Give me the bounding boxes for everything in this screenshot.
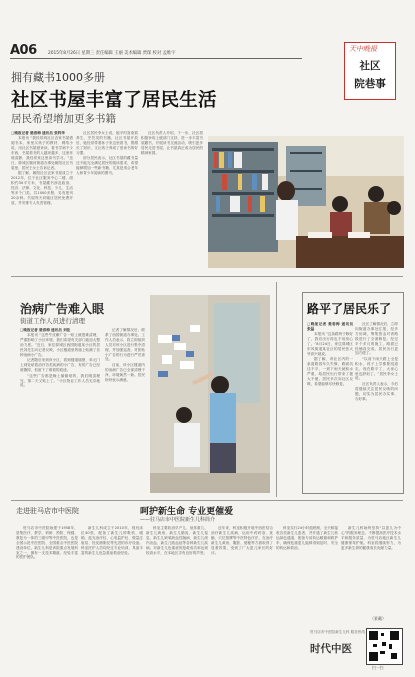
main-byline: □晚报记者 楚春梅 通讯员 张利华 xyxy=(11,131,65,135)
footer-brand: 时代中医 xyxy=(310,643,352,655)
main-kicker: 拥有藏书1000多册 xyxy=(11,71,105,84)
story-two-para-1: 本报讯 “这些牛皮癣广告一贴上就很难清理，严重影响了小区环境，我们希望有关部门能加大整治力度。”近日，家住驿城区西园街道某小区的居民刘先生向记者反映，小区楼道里的墙上贴满了各种治病小广告。 xyxy=(20,333,100,358)
story-two-para-3: “这些广告都是晚上偷偷贴的，我们刚清理完，第二天又贴上了。”小区物业工作人员无奈地说。 xyxy=(20,373,100,388)
story-three-title: 路平了居民乐了 xyxy=(307,302,392,316)
qr-label: 扫一扫 xyxy=(372,665,384,670)
brand-line-2: 院巷事 xyxy=(354,78,386,90)
section-brand-box xyxy=(344,42,396,100)
bottom-para-2: 新生儿科成立于2010年，现有床位40张，配备了新生儿呼吸机、暖箱、蓝光治疗仪、心电监护仪、微量注射泵、经皮测胆仪等先进的诊疗设备。科室医护人员均经过专业培训，具备丰富的新生儿危急重症救治经验。 xyxy=(81,526,143,555)
bottom-section-label: 走进驻马店市中医院 xyxy=(16,507,79,515)
bottom-col-2 xyxy=(81,526,143,666)
story-two-col-2 xyxy=(105,328,145,492)
story-two-subtitle: 街道工作人员进行清理 xyxy=(20,317,85,325)
story-two-byline: □晚报记者 楚春梅 通讯员 刘佳 xyxy=(20,328,71,332)
main-para-2: 据了解，朝阳社区农家书屋成立于2012年，位于社区服务中心二楼，面积约30平方米，书屋藏书涉及政治、经济、法律、文化、科技、少儿、生活等多个门类，共1000多册，另有报刊20余种。书屋每天向辖区居民免费开放，并安排专人负责管理。 xyxy=(11,171,73,205)
date-line: 2015年8月26日 星期三 责任编辑 王丽 美术编辑 贾琛 校对 孟维宇 xyxy=(48,51,176,56)
reading-room-photo xyxy=(208,136,404,268)
story-three-para-4: “以前下雨天路上全是积水，孩子上学都要绕道走，现在路平了，大家心里也舒坦了。”居民李女士说。 xyxy=(355,356,398,381)
story-two-para-2: 记者随后来到该小区，看到楼道墙壁、单元门上到处贴着治疗各类疾病的小广告，有的广告已经被撕掉，但留下了难看的痕迹。 xyxy=(20,358,100,373)
bottom-headline: 呵护新生命 专业更催爱 xyxy=(140,507,234,517)
main-col-1 xyxy=(11,131,73,262)
bottom-col-1 xyxy=(16,526,78,666)
bottom-sign-off: （景戴） xyxy=(370,616,386,621)
story-three-col-1 xyxy=(307,322,353,488)
section-divider-1 xyxy=(11,276,403,277)
main-subhead: 居民希望增加更多书籍 xyxy=(11,113,116,125)
bottom-col-4 xyxy=(211,526,273,666)
bottom-para-1: 驻马店市中医院始建于1958年，是集医疗、教学、科研、预防、保健、康复为一体的三级甲等中医医院，也是全国示范中医医院、全国重点中医医院建设单位。新生儿科是该院重点发展科室之一，拥有一支技术精湛、经验丰富的医护团队。 xyxy=(16,526,78,560)
brand-masthead: 天中晚报 xyxy=(349,45,377,53)
main-col-3 xyxy=(141,131,203,262)
bottom-para-5: 科室实行24小时值班制，全天候接收各类新生儿患者，并开通了新生儿转运绿色通道，配备专用转运暖箱和救护车，确保危重患儿能够得到及时、安全的转运和救治。 xyxy=(276,526,338,550)
bottom-para-4: 近年来，科室积极开展中西医结合治疗新生儿疾病，运用中药药浴、抚触、穴位按摩等中医特色疗法，在治疗新生儿黄疸、腹胀、便秘等方面取得了显著效果，受到了广大患儿家长的好评。 xyxy=(211,526,273,555)
main-para-4: 部分居民表示，社区书屋的藏书量还不能完全满足居民的阅读需求，希望能够增加一些新书籍，尤其是适合老年人和青少年阅读的图书。 xyxy=(76,156,138,175)
brand-line-1: 社区 xyxy=(359,60,381,72)
main-col-2 xyxy=(76,131,138,262)
bottom-para-3: 科室主要收治早产儿、低体重儿、新生儿黄疸、新生儿肺炎、新生儿窒息、新生儿缺氧缺血性脑病、新生儿颅内出血、新生儿败血症等各种新生儿疾病。对新生儿危重症的抢救成功率达到较高水平，在本地区享有良好的声誉。 xyxy=(146,526,208,555)
main-para-5: 社区负责人介绍，下一步，社区将积极争取上级部门支持，进一步丰富书屋藏书，开展读书交流活动，吸引更多居民走进书屋，让书屋真正成为居民的精神家园。 xyxy=(141,131,203,155)
story-three-col-2 xyxy=(355,322,398,488)
story-two-para-5: 目前，该小区楼道内的治病广告已全部清理干净，环境焕然一新。居民纷纷表示满意。 xyxy=(105,362,145,382)
column-divider xyxy=(276,282,277,497)
section-divider-2 xyxy=(11,500,403,501)
story-three-para-1: 本报讯 “这条路终于修好了，我们出行再也不用担心了。”8月24日，家住驿城区东风街道某社区的居民张大爷高兴地说。 xyxy=(307,332,353,356)
story-three-para-3: 社区了解情况后，立即向街道办事处汇报，经多方协调，筹集资金对该路段进行了全面修复。经过半个多月的施工，路面已经铺设完成，居民出行更加方便了。 xyxy=(355,322,398,356)
bottom-col-6 xyxy=(341,526,401,616)
main-headline: 社区书屋丰富了居民生活 xyxy=(11,90,217,111)
ad-cleanup-photo xyxy=(150,295,270,493)
main-para-1: 本报讯 “我经常到社区农家书屋借阅书本，家里买孩子的教材、网络小说，用社区书屋借来读，看书学到不少东西，书屋看书的人越来越多，这里环境清静，我经常来这里读书学习。”近日，驿城区顺河街道办事处朝阳社区书屋里，居民王女士告诉记者。 xyxy=(11,136,73,170)
bottom-subheadline: ——驻马店市中医院新生儿科简介 xyxy=(140,517,216,523)
story-two-para-4: 记者了解情况后，联系了西园街道办事处。工作人员表示，将立即组织人员对该小区进行集中清理，并加强巡查，对张贴小广告的行为进行严厉查处。 xyxy=(105,328,145,362)
story-three-para-2: 据了解，该社区内的一条道路因年久失修，路面坑洼不平，一到下雨天就积水严重，给居民出行带来了极大不便。居民多次向社区反映，希望能够尽快修复。 xyxy=(307,357,353,386)
qr-code-icon[interactable] xyxy=(366,628,403,665)
story-three-byline: □晚报记者 楚春梅 通讯员 张磊 xyxy=(307,322,353,331)
story-two-col-1 xyxy=(20,328,100,492)
page-number: A06 xyxy=(10,43,37,58)
story-three-para-5: 社区负责人表示，今后将继续关注居民反映的问题，切实为居民办实事、办好事。 xyxy=(355,381,398,401)
header-rule xyxy=(10,58,302,59)
bottom-para-6: 新生儿科始终坚持“以患儿为中心”的服务理念，不断提高医疗技术水平和服务质量，为驻马店地区新生儿健康保驾护航。科室将继续努力，为更多新生命的健康成长贡献力量。 xyxy=(341,526,401,550)
footer-contact: 驻马店市中医院新生儿科 服务热线 xyxy=(310,630,366,634)
bottom-col-3 xyxy=(146,526,208,666)
main-para-3: 社区居民李女士说，她平时喜欢看养生、烹饪类的书籍，社区书屋开放后，她经常带着孙子来这里看书，既增长了知识，又让孩子养成了爱读书的好习惯。 xyxy=(76,131,138,155)
story-two-title: 治病广告难入眼 xyxy=(20,302,105,316)
